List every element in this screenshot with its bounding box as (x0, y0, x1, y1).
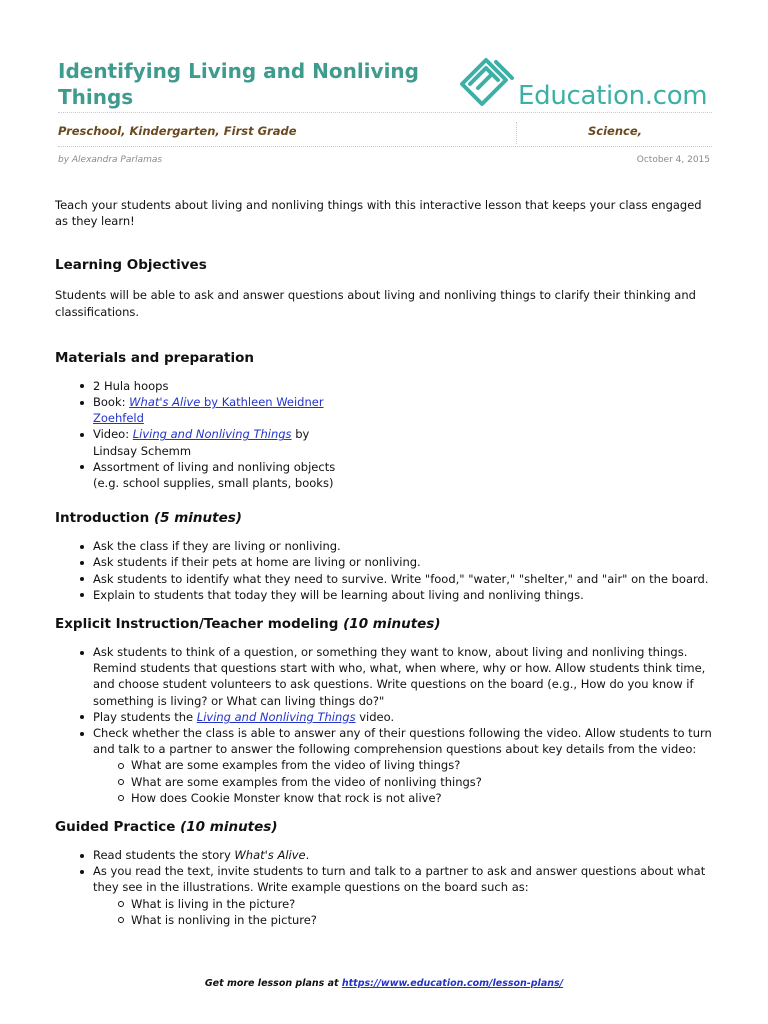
list-item: Ask students to identify what they need to survive. Write "food," "water," "shelter," and "air" on the board. (55, 571, 715, 587)
logo-wordmark: Education.com (518, 81, 708, 111)
guided-practice-heading: Guided Practice (10 minutes) (55, 819, 278, 836)
publish-date: October 4, 2015 (636, 155, 710, 165)
lesson-body (55, 197, 715, 928)
list-item: Ask students to think of a question, or something they want to know, about living and nonliving things. Remind students that questions start with who, what, when where, why or how. Allow students think time, and choose student volunteers to ask questions. Write questions on the board (e.g., How do you know if something is living? or What can living things do?" (55, 644, 715, 709)
introduction-heading: Introduction (5 minutes) (55, 510, 242, 527)
materials-list (55, 378, 715, 491)
list-item: 2 Hula hoops (55, 378, 715, 394)
lesson-plans-link[interactable]: https://www.education.com/lesson-plans/ (341, 978, 564, 989)
grade-levels: Preschool, Kindergarten, First Grade (58, 124, 297, 138)
education-com-logo[interactable] (456, 54, 716, 114)
list-item: Explain to students that today they will be learning about living and nonliving things. (55, 587, 715, 603)
header-vertical-divider (516, 122, 517, 144)
pencil-books-icon (456, 54, 518, 110)
introduction-list (55, 538, 715, 603)
list-item: Video: Living and Nonliving Things by Lindsay Schemm (55, 426, 715, 458)
guided-practice-list (55, 847, 715, 928)
intro-paragraph: Teach your students about living and nonliving things with this interactive lesson that keeps your class engaged as they learn! (55, 198, 702, 229)
list-item: What are some examples from the video of nonliving things? (93, 774, 715, 790)
example-questions-list (93, 896, 715, 928)
header-divider-2 (58, 146, 712, 147)
list-item: Ask the class if they are living or nonliving. (55, 538, 715, 554)
objectives-text: Students will be able to ask and answer questions about living and nonliving things to clarify their thinking and classifications. (55, 288, 696, 319)
page-header (0, 0, 768, 180)
list-item: What is living in the picture? (93, 896, 715, 912)
author-byline: by Alexandra Parlamas (58, 155, 163, 165)
list-item: What is nonliving in the picture? (93, 912, 715, 928)
video-link[interactable]: Living and Nonliving Things (132, 427, 292, 442)
materials-heading: Materials and preparation (55, 349, 254, 366)
lesson-title: Identifying Living and Nonliving Things (58, 59, 419, 109)
book-link[interactable]: What's Alive by Kathleen Weidner Zoehfeld (93, 395, 324, 426)
header-divider (58, 112, 712, 113)
list-item: Check whether the class is able to answer any of their questions following the video. Allow students to turn and talk to a partner to answer the following comprehension questions about key details from the video: What are some examples from the video of living things? What are some examples from the video of nonliving things? How does Cookie Monster know that rock is not alive? (55, 725, 715, 806)
page-footer: Get more lesson plans at https://www.education.com/lesson-plans/ (204, 978, 564, 989)
explicit-instruction-heading: Explicit Instruction/Teacher modeling (10 minutes) (55, 616, 441, 633)
list-item: Ask students if their pets at home are living or nonliving. (55, 554, 715, 570)
list-item: Play students the Living and Nonliving Things video. (55, 709, 715, 725)
subject-label: Science, (588, 124, 643, 138)
list-item: As you read the text, invite students to turn and talk to a partner to ask and answer questions about what they see in the illustrations. Write example questions on the board such as: What is living in the picture? What is nonliving in the picture? (55, 863, 715, 928)
list-item: Read students the story What's Alive. (55, 847, 715, 863)
video-link-2[interactable]: Living and Nonliving Things (196, 709, 356, 724)
list-item: What are some examples from the video of living things? (93, 757, 715, 773)
list-item: Book: What's Alive by Kathleen Weidner Zoehfeld (55, 394, 715, 426)
explicit-instruction-list (55, 644, 715, 806)
list-item: How does Cookie Monster know that rock is not alive? (93, 790, 715, 806)
comprehension-questions-list (93, 757, 715, 806)
list-item: Assortment of living and nonliving objects (e.g. school supplies, small plants, books) (55, 459, 715, 491)
objectives-heading: Learning Objectives (55, 257, 207, 274)
